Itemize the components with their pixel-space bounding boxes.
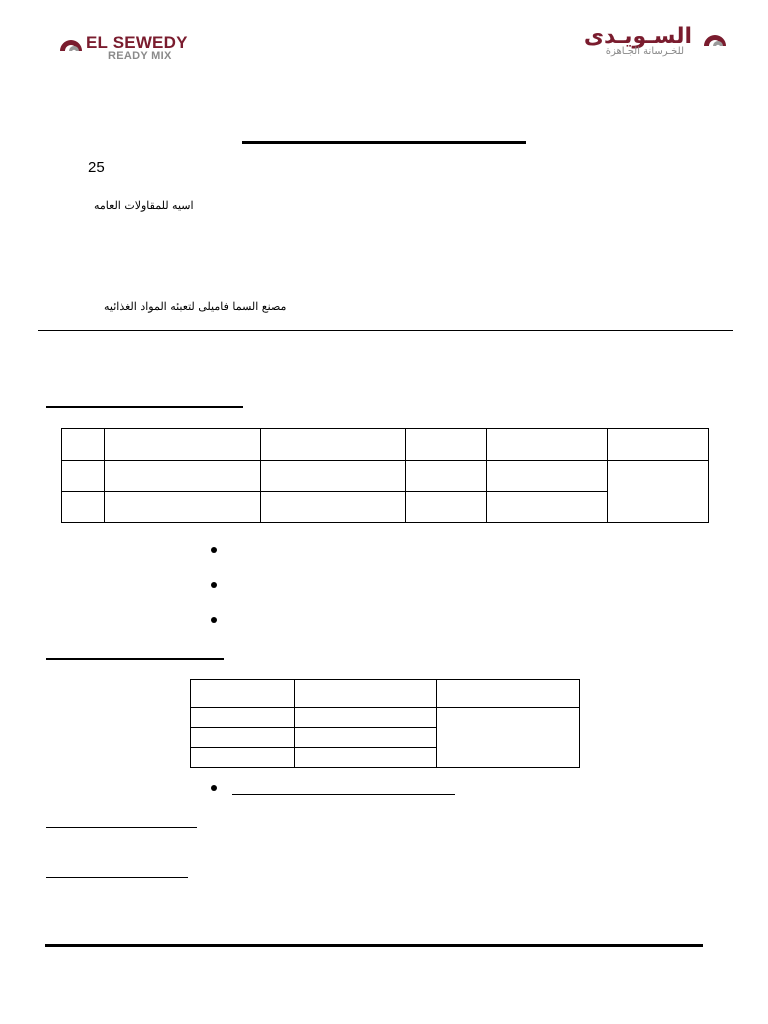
table-cell bbox=[105, 429, 261, 461]
logo-sub-text: READY MIX bbox=[108, 50, 172, 62]
table-cell bbox=[261, 461, 406, 492]
section-heading-underline bbox=[46, 877, 188, 878]
table-cell bbox=[487, 429, 608, 461]
table-cell bbox=[191, 728, 295, 748]
el-sewedy-logo bbox=[58, 33, 198, 65]
bullet-point bbox=[211, 785, 217, 791]
table-cell bbox=[295, 708, 437, 728]
table-cell bbox=[105, 492, 261, 523]
table-cell bbox=[62, 429, 105, 461]
footer-line bbox=[45, 944, 703, 947]
section-heading-underline bbox=[46, 827, 197, 828]
table-cell bbox=[295, 728, 437, 748]
table-header-row bbox=[62, 429, 709, 461]
table-cell bbox=[62, 461, 105, 492]
summary-table bbox=[190, 679, 580, 768]
table-cell bbox=[191, 680, 295, 708]
table-cell bbox=[406, 429, 487, 461]
arch-logo-icon bbox=[58, 35, 84, 51]
table-merged-cell bbox=[437, 708, 580, 768]
section-heading-underline bbox=[46, 658, 224, 660]
table-row bbox=[62, 461, 709, 492]
bullet-point bbox=[211, 617, 217, 623]
title-underline bbox=[242, 141, 526, 144]
table-cell bbox=[191, 748, 295, 768]
bullet-underline bbox=[232, 794, 455, 795]
arabic-logo-brand: السـويـدى bbox=[583, 24, 692, 49]
arabic-logo-sub: للخـرسانة الجـاهزة bbox=[605, 46, 684, 57]
el-sewedy-arabic-logo bbox=[583, 24, 732, 62]
table-cell bbox=[191, 708, 295, 728]
arch-logo-icon bbox=[702, 30, 728, 46]
table-merged-cell bbox=[608, 461, 709, 523]
bullet-point bbox=[211, 547, 217, 553]
table-cell bbox=[295, 748, 437, 768]
project-line: مصنع السما فاميلى لتعبئه المواد الغذائيه bbox=[104, 300, 287, 313]
table-cell bbox=[261, 492, 406, 523]
section-divider bbox=[38, 330, 733, 331]
table-cell bbox=[261, 429, 406, 461]
table-header-row bbox=[191, 680, 580, 708]
table-cell bbox=[406, 461, 487, 492]
items-table bbox=[61, 428, 709, 523]
table-cell bbox=[487, 461, 608, 492]
table-cell bbox=[105, 461, 261, 492]
section-heading-underline bbox=[46, 406, 243, 408]
table-cell bbox=[62, 492, 105, 523]
table-cell bbox=[406, 492, 487, 523]
client-line: اسيه للمقاولات العامه bbox=[94, 199, 194, 212]
table-cell bbox=[608, 429, 709, 461]
document-number: 25 bbox=[88, 159, 105, 176]
bullet-point bbox=[211, 582, 217, 588]
table-row bbox=[191, 708, 580, 728]
table-cell bbox=[295, 680, 437, 708]
logo-brand-text: EL SEWEDY bbox=[86, 33, 188, 52]
table-cell bbox=[487, 492, 608, 523]
table-cell bbox=[437, 680, 580, 708]
